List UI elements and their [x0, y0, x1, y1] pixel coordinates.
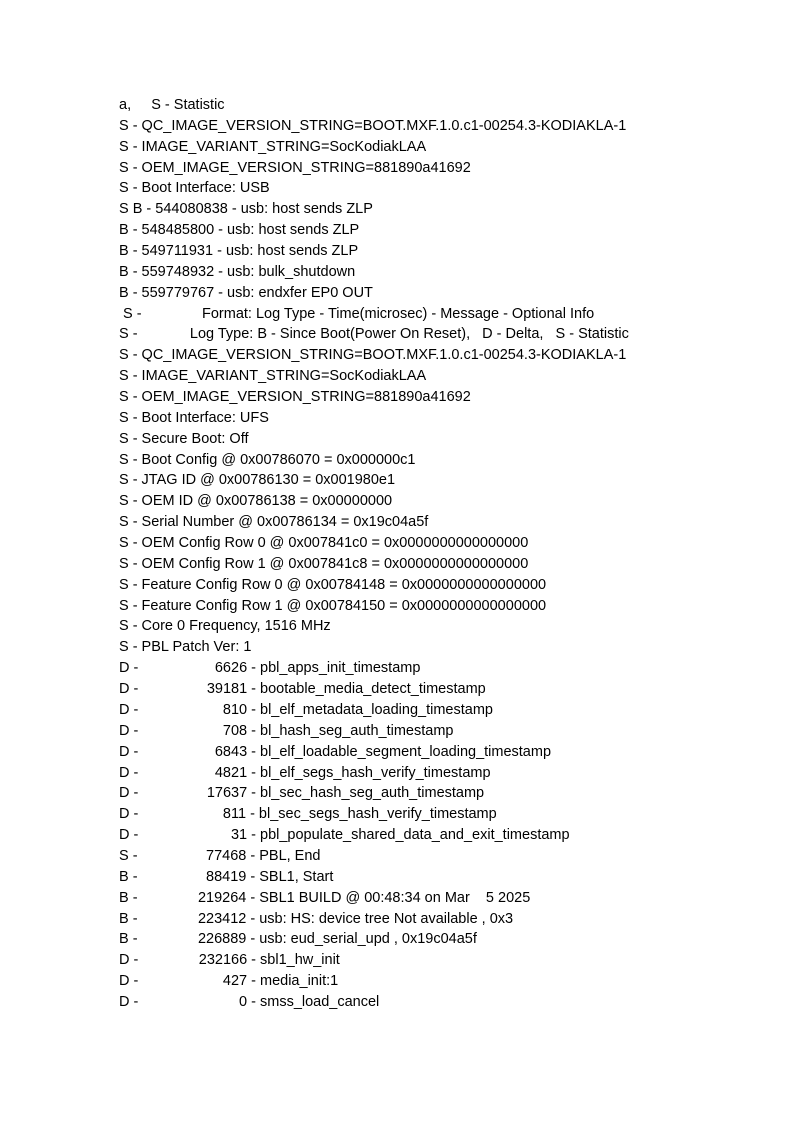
boot-log-text	[119, 95, 774, 1013]
log-line: S - Boot Interface: UFS	[119, 409, 269, 426]
log-line: S - Serial Number @ 0x00786134 = 0x19c04a5f	[119, 514, 429, 531]
log-line: S - IMAGE_VARIANT_STRING=SocKodiakLAA	[119, 368, 427, 385]
log-line: S - Secure Boot: Off	[119, 430, 249, 447]
log-line: S - Core 0 Frequency, 1516 MHz	[119, 618, 331, 635]
log-line: S - Boot Config @ 0x00786070 = 0x000000c1	[119, 451, 416, 468]
log-line: D - 708 - bl_hash_seg_auth_timestamp	[119, 722, 454, 739]
log-line: S - Boot Interface: USB	[119, 180, 270, 197]
log-line: S - Format: Log Type - Time(microsec) - Message - Optional Info	[119, 305, 595, 322]
log-line: B - 223412 - usb: HS: device tree Not available , 0x3	[119, 910, 514, 927]
log-line: S - Feature Config Row 0 @ 0x00784148 = 0x0000000000000000	[119, 576, 547, 593]
log-line: D - 39181 - bootable_media_detect_timestamp	[119, 681, 486, 698]
log-line: S - QC_IMAGE_VERSION_STRING=BOOT.MXF.1.0.c1-00254.3-KODIAKLA-1	[119, 117, 627, 134]
log-line: D - 232166 - sbl1_hw_init	[119, 952, 340, 969]
log-line: S - OEM ID @ 0x00786138 = 0x00000000	[119, 493, 393, 510]
log-line: S B - 544080838 - usb: host sends ZLP	[119, 201, 373, 218]
log-line: S - Log Type: B - Since Boot(Power On Reset), D - Delta, S - Statistic	[119, 326, 629, 343]
log-line: D - 811 - bl_sec_segs_hash_verify_timestamp	[119, 806, 497, 823]
log-line: S - OEM_IMAGE_VERSION_STRING=881890a41692	[119, 159, 471, 176]
log-line: S - OEM Config Row 0 @ 0x007841c0 = 0x0000000000000000	[119, 535, 529, 552]
log-line: B - 559748932 - usb: bulk_shutdown	[119, 263, 356, 280]
log-line: S - IMAGE_VARIANT_STRING=SocKodiakLAA	[119, 138, 427, 155]
log-line: B - 548485800 - usb: host sends ZLP	[119, 222, 360, 239]
log-line: S - 77468 - PBL, End	[119, 847, 321, 864]
log-line: D - 17637 - bl_sec_hash_seg_auth_timestamp	[119, 785, 485, 802]
log-line: B - 559779767 - usb: endxfer EP0 OUT	[119, 284, 373, 301]
log-line: S - QC_IMAGE_VERSION_STRING=BOOT.MXF.1.0.c1-00254.3-KODIAKLA-1	[119, 347, 627, 364]
log-line: B - 219264 - SBL1 BUILD @ 00:48:34 on Mar 5 2025	[119, 889, 531, 906]
log-line: D - 427 - media_init:1	[119, 973, 339, 990]
log-line: D - 4821 - bl_elf_segs_hash_verify_timestamp	[119, 764, 491, 781]
log-line: D - 810 - bl_elf_metadata_loading_timestamp	[119, 701, 493, 718]
log-line: S - JTAG ID @ 0x00786130 = 0x001980e1	[119, 472, 396, 489]
log-line: D - 6626 - pbl_apps_init_timestamp	[119, 660, 421, 677]
log-line: S - PBL Patch Ver: 1	[119, 639, 252, 656]
log-line: D - 0 - smss_load_cancel	[119, 993, 380, 1010]
log-line: D - 6843 - bl_elf_loadable_segment_loading_timestamp	[119, 743, 552, 760]
log-line: B - 549711931 - usb: host sends ZLP	[119, 243, 359, 260]
log-line: S - Feature Config Row 1 @ 0x00784150 = 0x0000000000000000	[119, 597, 547, 614]
log-line: a, S - Statistic	[119, 97, 225, 113]
log-line: B - 88419 - SBL1, Start	[119, 868, 334, 885]
log-line: D - 31 - pbl_populate_shared_data_and_exit_timestamp	[119, 827, 570, 844]
log-line: B - 226889 - usb: eud_serial_upd , 0x19c04a5f	[119, 931, 477, 948]
log-line: S - OEM_IMAGE_VERSION_STRING=881890a41692	[119, 389, 471, 406]
log-line: S - OEM Config Row 1 @ 0x007841c8 = 0x0000000000000000	[119, 555, 529, 572]
